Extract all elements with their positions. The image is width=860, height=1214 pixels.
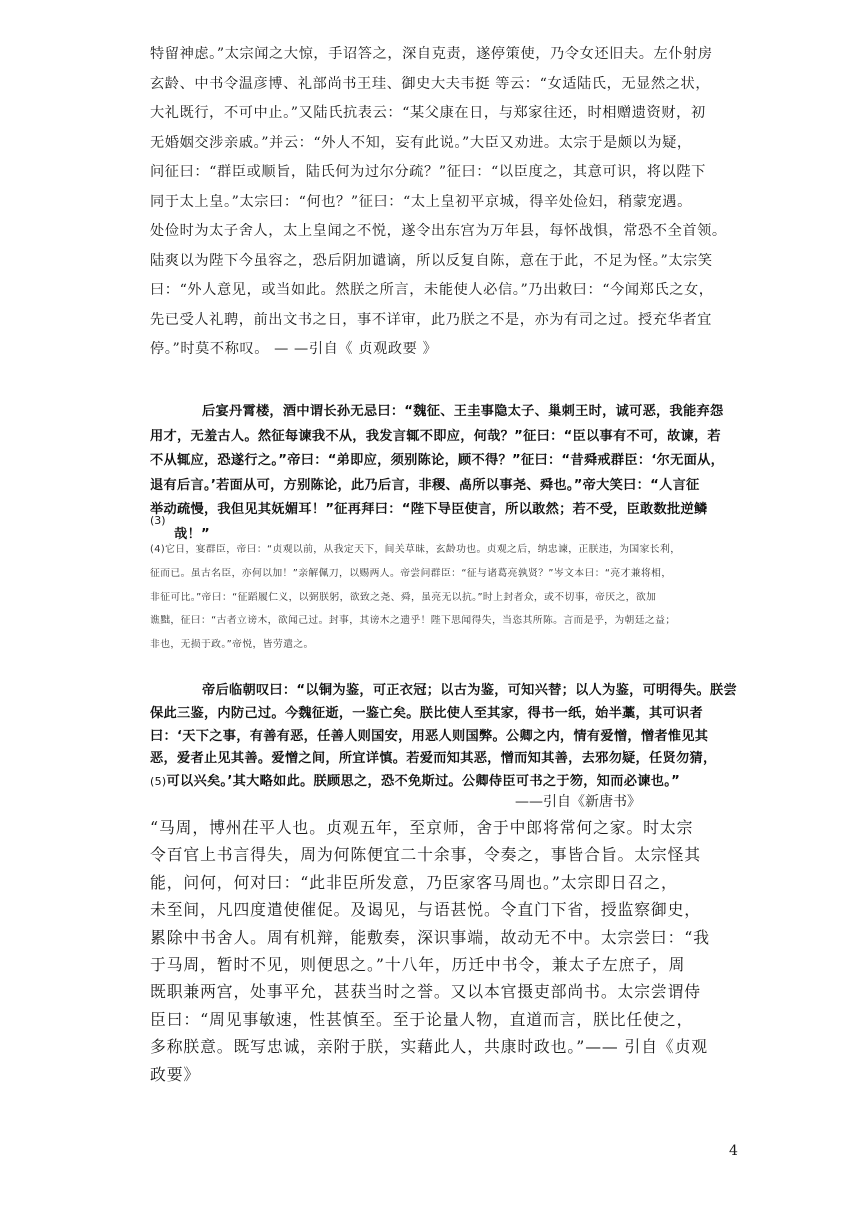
text-line: 后宴丹霄楼，酒中谓长孙无忌曰：“魏征、王圭事隐太子、巢刺王时，诚可恶，我能弃怨 [202,404,724,419]
text-line: (4)它日，宴群臣，帝曰：“贞观以前，从我定天下，间关草昧，玄龄功也。贞观之后，纳忠谏，正朕违，为国家长利， [150,544,681,555]
text-line: 处俭时为太子舍人，太上皇闻之不悦，遂令出东宫为万年县，每怀战惧，常恐不全首领。 [150,223,727,239]
text-line: 于马周，暂时不见，则便思之。”十八年，历迁中书令，兼太子左庶子，周 [150,955,686,975]
text-line: 玄龄、中书令温彦博、礼部尚书王珪、御史大夫韦挺 等云：“女适陆氏，无显然之状， [150,75,711,92]
text-line-content: 可以兴矣。’其大略如此。朕顾思之，恐不免斯过。公卿侍臣可书之于笏，知而必谏也。” [166,774,681,790]
text-line: 令百官上书言得失，周为何陈便宜二十余事，令奏之，事皆合旨。太宗怪其 [150,845,701,865]
text-line: 特留神虑。”太宗闻之大惊，手诏答之，深自克责，遂停策使，乃令女还旧夫。左仆射房 [150,46,713,62]
text-line: 退有后言。’若面从可，方别陈论，此乃后言，非稷、卨所以事尧、舜也。”帝大笑曰：“人言征 [150,477,700,493]
passage-item-5 [150,680,740,794]
text-line: 政要》 [150,1064,201,1084]
text-line: 恶，爱者止见其善。爱憎之间，所宜详慎。若爱而知其恶，憎而知其善，去邪勿疑，任贤勿猜， [150,751,717,767]
text-line: 保此三鉴，内防己过。今魏征逝，一鉴亡矣。朕比使人至其家，得书一纸，始半藁，其可识者 [150,705,703,721]
passage-item-3 [150,400,740,547]
text-line: 未至间，凡四度遣使催促。及谒见，与语甚悦。令直门下省，授监察御史， [150,900,701,920]
passage-zhenguan-excerpt-1 [150,40,732,365]
text-line: 能，问何，何对曰：“此非臣所发意，乃臣家客马周也。”太宗即日召之， [150,872,678,892]
text-line: 征而已。虽古名臣，亦何以加！”亲解佩刀，以赐两人。帝尝问群臣：“征与诸葛亮孰贤？”岑文本曰：“亮才兼将相， [150,567,672,579]
text-line: 曰：‘天下之事，有善有恶，任善人则国安，用恶人则国弊。公卿之内，情有爱憎，憎者惟见其 [150,728,709,744]
text-line: 大礼既行，不可中止。”又陆氏抗表云：“某父康在日，与郑家往还，时相赠遗资财，初 [150,105,706,121]
text-line: 多称朕意。既写忠诚，亲附于朕，实藉此人，共康时政也。”—— 引自《贞观 [150,1037,708,1057]
text-line: 既职兼两宫，处事平允，甚获当时之誉。又以本官摄吏部尚书。太宗尝谓侍 [150,982,701,1002]
page-number: 4 [729,1143,738,1159]
text-line: 同于太上皇。”太宗曰：“何也？”征曰：“太上皇初平京城，得辛处俭妇，稍蒙宠遇。 [150,193,692,210]
passage-ma-zhou [150,814,732,1088]
citation-xin-tang-shu: ——引自《新唐书》 [515,794,641,810]
text-line: “马周，博州茌平人也。贞观五年，至京师，舍于中郎将常何之家。时太宗 [150,818,694,837]
item-number-marker: (5) [150,775,167,789]
text-line: 举动疏慢，我但见其妩媚耳！”征再拜曰：“陛下导臣使言，所以敢然；若不受，臣敢数批逆鳞 [150,502,708,517]
citation-line: 停。”时莫不称叹。 — —引自《 贞观政要 》 [150,341,438,357]
text-line: 谯黜，征曰：“古者立谤木，欲闻己过。封事，其谤木之遗乎！陛下思闻得失，当恣其所陈。言而是乎，为朝廷之益； [150,615,676,627]
text-line: 曰：“外人意见，或当如此。然朕之所言，未能使人必信。”乃出敕曰：“今闻郑氏之女， [150,282,714,298]
text-line: 哉！” [174,526,210,542]
text-line: 非也，无损于政。”帝悦，皆劳遣之。 [150,639,314,651]
text-line: 帝后临朝叹曰：“以铜为鉴，可正衣冠；以古为鉴，可知兴替；以人为鉴，可明得失。朕尝 [202,683,737,698]
text-line: 累除中书舍人。周有机辩，能敷奏，深识事端，故动无不中。太宗尝曰：“我 [150,927,710,947]
text-line: 非征可比。”帝曰：“征蹈履仁义，以弼朕躬，欲致之尧、舜，虽亮无以抗。”时上封者众，或不切事，帝厌之，欲加 [150,591,657,603]
item-number-marker: (3) [150,514,166,527]
text-line: 不从辄应，恐遂行之。”帝曰：“弟即应，须别陈论，顾不得？”征曰：“昔舜戒群臣：‘尔无面从， [150,453,725,468]
text-line: 臣曰：“周见事敏速，性甚慎至。至于论量人物，直道而言，朕比任使之， [150,1009,694,1029]
text-line: 用才，无羞古人。然征每谏我不从，我发言辄不即应，何哉？”征曰：“臣以事有不可，故谏，若 [150,428,721,444]
text-line: 陆爽以为陛下今虽容之，恐后阴加谴谪，所以反复自陈，意在于此，不足为怪。”太宗笑 [150,252,713,269]
text-line: 问征曰：“群臣或顺旨，陆氏何为过尔分疏？”征曰：“以臣度之，其意可识，将以陛下 [150,164,706,180]
passage-item-4 [150,538,730,657]
text-line: 无婚姻交涉亲戚。”并云：“外人不知，妄有此说。”大臣又劝进。太宗于是颇以为疑， [150,134,692,151]
text-line: 先已受人礼聘，前出文书之日，事不详审，此乃朕之不是，亦为有司之过。授充华者宜 [150,311,712,328]
text-line [150,771,740,794]
